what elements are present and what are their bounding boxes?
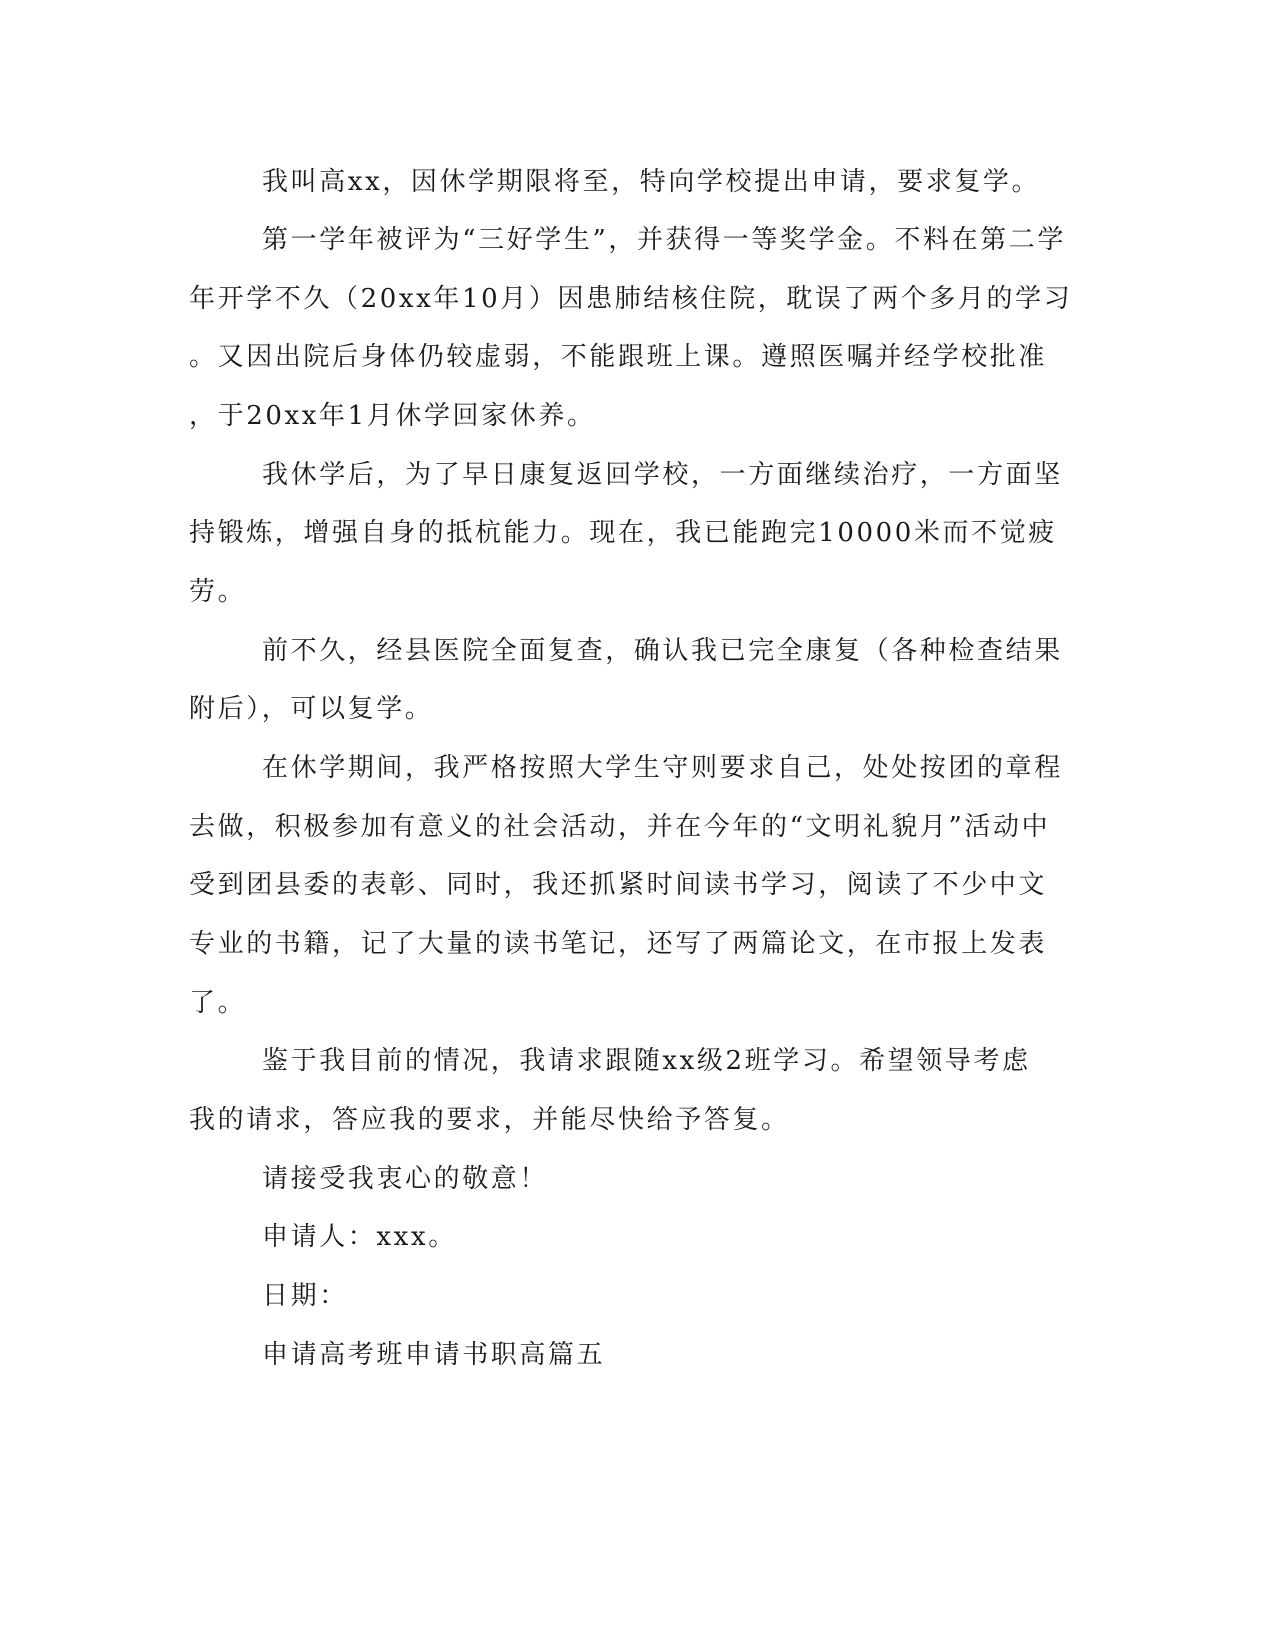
text-line: 年开学不久（20xx年10月）因患肺结核住院，耽误了两个多月的学习 bbox=[189, 284, 1073, 314]
text-line: 专业的书籍，记了大量的读书笔记，还写了两篇论文，在市报上发表 bbox=[189, 929, 1048, 959]
text-line: 去做，积极参加有意义的社会活动，并在今年的“文明礼貌月”活动中 bbox=[189, 812, 1051, 842]
text-line: 劳。 bbox=[189, 577, 247, 607]
text-line: 了。 bbox=[189, 988, 247, 1018]
applicant-line: 申请人：xxx。 bbox=[262, 1222, 457, 1252]
text-line: 附后），可以复学。 bbox=[189, 694, 434, 724]
text-line: 在休学期间，我严格按照大学生守则要求自己，处处按团的章程 bbox=[262, 753, 1063, 783]
text-line: 鉴于我目前的情况，我请求跟随xx级2班学习。希望领导考虑 bbox=[262, 1046, 1031, 1076]
section-heading: 申请高考班申请书职高篇五 bbox=[262, 1340, 606, 1370]
text-line: 持锻炼，增强自身的抵杭能力。现在，我已能跑完10000米而不觉疲 bbox=[189, 518, 1057, 548]
text-line: 前不久，经县医院全面复查，确认我已完全康复（各种检查结果 bbox=[262, 636, 1063, 666]
text-line: 我的请求，答应我的要求，并能尽快给予答复。 bbox=[189, 1105, 790, 1135]
text-line: 受到团县委的表彰、同时，我还抓紧时间读书学习，阅读了不少中文 bbox=[189, 870, 1048, 900]
closing-line: 请接受我衷心的敬意！ bbox=[262, 1164, 549, 1194]
text-line: 。又因出院后身体仍较虚弱，不能跟班上课。遵照医嘱并经学校批准 bbox=[189, 342, 1048, 372]
text-line: 我休学后，为了早日康复返回学校，一方面继续治疗，一方面坚 bbox=[262, 460, 1063, 490]
date-line: 日期： bbox=[262, 1281, 348, 1311]
text-line: 我叫高xx，因休学期限将至，特向学校提出申请，要求复学。 bbox=[262, 167, 1041, 197]
text-line: ，于20xx年1月休学回家休养。 bbox=[189, 401, 596, 431]
text-line: 第一学年被评为“三好学生”，并获得一等奖学金。不料在第二学 bbox=[262, 225, 1066, 255]
